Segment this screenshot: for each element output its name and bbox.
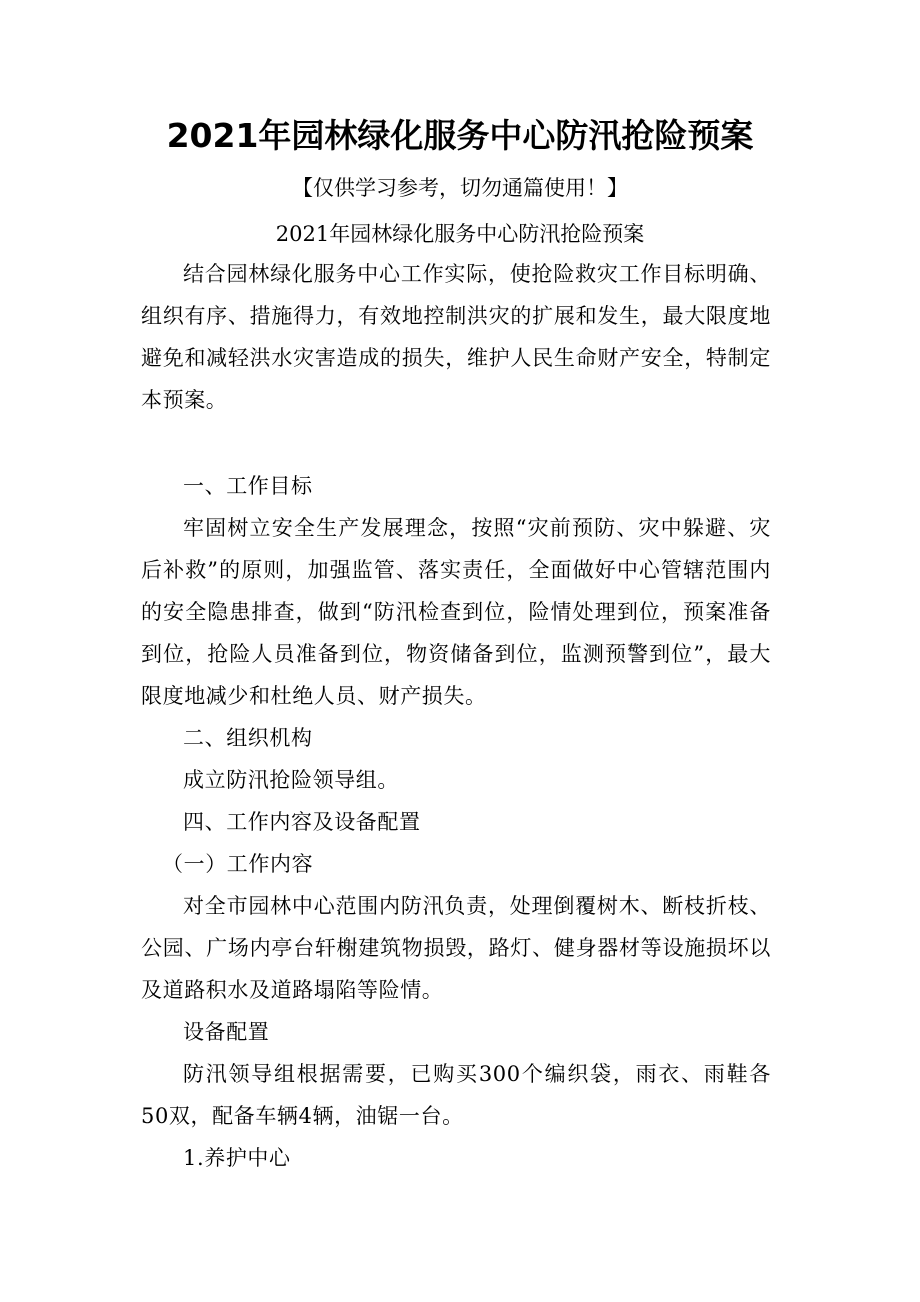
intro-paragraph: 结合园林绿化服务中心工作实际，使抢险救灾工作目标明确、组织有序、措施得力，有效地控制洪灾的扩展和发生，最大限度地避免和减轻洪水灾害造成的损失，维护人民生命财产安全，特制定本预案。 [141,262,771,412]
equipment-body: 防汛领导组根据需要，已购买300个编织袋，雨衣、雨鞋各50双，配备车辆4辆，油锯一台。 [141,1062,771,1128]
section-2-heading: 二、组织机构 [183,726,313,750]
item-1-heading: 1.养护中心 [183,1146,291,1170]
section-4-heading: 四、工作内容及设备配置 [183,810,421,834]
section-1-body: 牢固树立安全生产发展理念，按照“灾前预防、灾中躲避、灾后补救”的原则，加强监管、落实责任，全面做好中心管辖范围内的安全隐患排查，做到“防汛检查到位，险情处理到位，预案准备到位，抢险人员准备到位，物资储备到位，监测预警到位”，最大限度地减少和杜绝人员、财产损失。 [141,516,771,708]
document-subtitle: 2021年园林绿化服务中心防汛抢险预案 [275,222,645,246]
section-4-sub-1-heading: （一）工作内容 [162,852,314,876]
section-2-body: 成立防汛抢险领导组。 [183,768,399,792]
section-4-sub-1-body: 对全市园林中心范围内防汛负责，处理倒覆树木、断枝折枝、公园、广场内亭台轩榭建筑物损毁，路灯、健身器材等设施损坏以及道路积水及道路塌陷等险情。 [141,894,771,1002]
equipment-heading: 设备配置 [183,1020,270,1044]
section-1-heading: 一、工作目标 [183,474,313,498]
usage-notice: 【仅供学习参考，切勿通篇使用！】 [292,176,628,200]
document-title: 2021年园林绿化服务中心防汛抢险预案 [166,116,754,155]
